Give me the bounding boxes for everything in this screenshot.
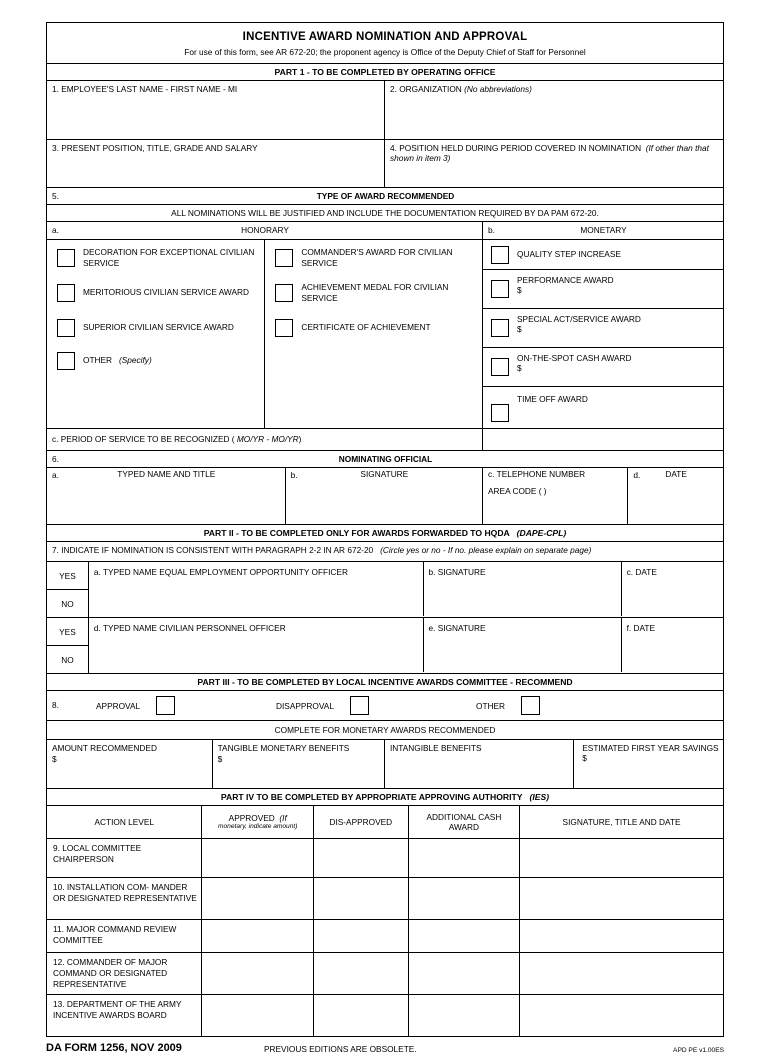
col-signature-title-date [520, 806, 723, 838]
label-item5: TYPE OF AWARD RECOMMENDED [316, 191, 455, 201]
label-col-a: a. [52, 225, 59, 235]
field-amount-recommended[interactable] [47, 740, 213, 788]
label-2e: e. SIGNATURE [428, 623, 486, 633]
row-label: 10. INSTALLATION COM- MANDER OR DESIGNATED REPRESENTATIVE [53, 882, 197, 903]
label-6b-text: SIGNATURE [360, 469, 409, 479]
approval-label: APPROVAL [96, 700, 141, 711]
label-estimated-savings: ESTIMATED FIRST YEAR SAVINGS $ [582, 743, 719, 764]
part4-bar [47, 788, 723, 806]
col-additional-cash-award [409, 806, 521, 838]
option-label: ON-THE-SPOT CASH AWARD [517, 353, 632, 363]
label-intangible: INTANGIBLE BENEFITS [389, 743, 482, 753]
row-label: 9. LOCAL COMMITTEE CHAIRPERSON [53, 843, 142, 864]
row-label-installation-commander [47, 878, 202, 919]
option-other-specify[interactable] [47, 345, 264, 376]
row-label: 11. MAJOR COMMAND REVIEW COMMITTEE [53, 924, 177, 945]
row-monetary-header [47, 721, 723, 740]
label-item7-container [47, 542, 723, 561]
label-6a: a. [52, 470, 59, 480]
field-cpo-typed-name[interactable] [89, 618, 424, 672]
option-label: OTHER [83, 355, 113, 366]
row-justify-note [47, 204, 723, 221]
option-label: DECORATION FOR EXCEPTIONAL CIVILIAN SERVICE [83, 247, 255, 268]
row-label-major-command-review [47, 920, 202, 952]
table-row [47, 839, 723, 878]
label-honorary: HONORARY [241, 225, 289, 235]
field-nominating-name[interactable] [47, 482, 286, 524]
part2-bar-note: (DAPE-CPL) [516, 528, 567, 538]
row-item3-item4 [47, 139, 723, 187]
col-label: ADDITIONAL CASH AWARD [426, 811, 502, 832]
option-performance-award[interactable] [483, 270, 723, 309]
option-superior-civilian[interactable] [47, 310, 264, 345]
checkbox-icon[interactable] [521, 696, 540, 715]
row-award-col-headers [47, 221, 723, 239]
label-item-c-note: MO/YR - MO/YR [236, 434, 299, 444]
label-item7-note: (Circle yes or no - If no. please explain on separate page) [380, 545, 592, 555]
option-label: CERTIFICATE OF ACHIEVEMENT [301, 322, 431, 333]
option-time-off-award[interactable] [483, 387, 723, 428]
option-certificate-achievement[interactable] [265, 310, 482, 345]
part3-bar: PART III - TO BE COMPLETED BY LOCAL INCENTIVE AWARDS COMMITTEE - RECOMMEND [47, 673, 723, 691]
field-telephone[interactable] [483, 482, 628, 524]
field-organization[interactable] [385, 81, 723, 139]
row-cpo-officer [47, 617, 723, 673]
checkbox-icon[interactable] [491, 246, 509, 264]
field-award-type-header [47, 188, 723, 204]
part1-bar: PART 1 - TO BE COMPLETED BY OPERATING OFFICE [47, 63, 723, 81]
option-commanders-award[interactable] [265, 240, 482, 275]
label-item1: 1. EMPLOYEE'S LAST NAME - FIRST NAME - MI [52, 84, 238, 94]
checkbox-icon[interactable] [57, 319, 75, 337]
label-item-c-close: ) [298, 434, 302, 444]
monetary-col [483, 240, 723, 428]
header-signature [286, 468, 483, 482]
part2-bar [47, 524, 723, 542]
cell-signature[interactable] [520, 839, 723, 877]
label-monetary: MONETARY [580, 225, 627, 235]
cell-additional-cash[interactable] [409, 839, 521, 877]
row-item-c [47, 428, 723, 450]
header-telephone [483, 468, 628, 482]
cell-additional-cash[interactable] [409, 995, 521, 1036]
option-label: MERITORIOUS CIVILIAN SERVICE AWARD [83, 287, 249, 298]
amount-dollar: $ [52, 754, 57, 765]
da-form-1256 [46, 22, 724, 1037]
honorary-right-spacer [265, 345, 482, 372]
field-present-position[interactable] [47, 140, 385, 187]
option-quality-step-increase[interactable] [483, 240, 723, 270]
no-label: NO [61, 598, 74, 609]
row-label: 12. COMMANDER OF MAJOR COMMAND OR DESIGNATED REPRESENTATIVE [53, 957, 168, 989]
field-nominating-signature[interactable] [286, 482, 483, 524]
cell-approved[interactable] [202, 953, 314, 994]
option-label: PERFORMANCE AWARD [517, 275, 614, 285]
col-note: (If [279, 813, 287, 823]
nominating-official-header [47, 451, 723, 467]
col-note2: monetary, indicate amount) [218, 823, 298, 831]
checkbox-icon[interactable] [491, 358, 509, 376]
option-achievement-medal[interactable] [265, 275, 482, 310]
yes-option-cpo[interactable] [47, 618, 88, 646]
cell-approved[interactable] [202, 878, 314, 919]
tangible-dollar: $ [217, 754, 223, 765]
cell-additional-cash[interactable] [409, 878, 521, 919]
table-row [47, 995, 723, 1036]
form-subtitle: For use of this form, see AR 672-20; the proponent agency is Office of the Deputy Chief of Staff for Personnel [184, 47, 586, 57]
honorary-header [47, 222, 483, 239]
col-action-level [47, 806, 202, 838]
label-item2-note: (No abbreviations) [464, 84, 532, 94]
label-item6: NOMINATING OFFICIAL [338, 454, 433, 464]
label-6d: d. [633, 470, 641, 480]
honorary-right-col [265, 240, 483, 428]
checkbox-icon[interactable] [57, 284, 75, 302]
row-label-commander-major-command [47, 953, 202, 994]
col-label: APPROVED [228, 813, 275, 823]
label-6c-text: c. TELEPHONE NUMBER [488, 469, 586, 479]
label-2d: d. TYPED NAME CIVILIAN PERSONNEL OFFICER [93, 623, 286, 633]
cell-signature[interactable] [520, 995, 723, 1036]
row-label: 13. DEPARTMENT OF THE ARMY INCENTIVE AWARDS BOARD [53, 999, 182, 1020]
option-label: SUPERIOR CIVILIAN SERVICE AWARD [83, 322, 234, 333]
yes-label: YES [59, 626, 76, 637]
row-label-local-committee [47, 839, 202, 877]
label-item7: 7. INDICATE IF NOMINATION IS CONSISTENT WITH PARAGRAPH 2-2 IN AR 672-20 [52, 545, 374, 555]
label-amount-recommended: AMOUNT RECOMMENDED [52, 743, 157, 753]
label-2f: f. DATE [626, 623, 656, 633]
amount-field[interactable]: $ [517, 324, 522, 335]
field-eeo-date[interactable] [622, 562, 723, 616]
row-award-options [47, 239, 723, 428]
option-meritorious-civilian[interactable] [47, 275, 264, 310]
label-justify-note: ALL NOMINATIONS WILL BE JUSTIFIED AND INCLUDE THE DOCUMENTATION REQUIRED BY DA PAM 672-20. [171, 208, 599, 218]
option-label: QUALITY STEP INCREASE [517, 249, 621, 260]
label-col-b: b. [488, 225, 495, 235]
cell-disapproved[interactable] [314, 839, 409, 877]
checkbox-icon[interactable] [275, 249, 293, 267]
row-monetary-fields [47, 740, 723, 788]
checkbox-icon[interactable] [57, 249, 75, 267]
part4-table-header [47, 806, 723, 839]
cell-additional-cash[interactable] [409, 920, 521, 952]
label-item3: 3. PRESENT POSITION, TITLE, GRADE AND SALARY [52, 143, 258, 153]
form-footer [46, 1042, 724, 1054]
no-option-cpo[interactable] [47, 646, 88, 673]
table-row [47, 953, 723, 995]
field-employee-name[interactable] [47, 81, 385, 139]
label-item6-num: 6. [52, 454, 59, 464]
honorary-left-col [47, 240, 265, 428]
label-2b: b. SIGNATURE [428, 567, 486, 577]
cell-disapproved[interactable] [314, 920, 409, 952]
row-label-da-incentive-awards-board [47, 995, 202, 1036]
checkbox-icon[interactable] [491, 280, 509, 298]
label-6b: b. [290, 470, 298, 480]
row-item6-subheaders [47, 467, 723, 482]
option-label: COMMANDER'S AWARD FOR CIVILIAN SERVICE [301, 247, 453, 268]
table-row [47, 920, 723, 953]
yes-option-eeo[interactable] [47, 562, 88, 590]
cell-signature[interactable] [520, 920, 723, 952]
cell-approved[interactable] [202, 920, 314, 952]
cell-disapproved[interactable] [314, 878, 409, 919]
other-label: OTHER [476, 700, 506, 711]
form-header [47, 23, 723, 63]
checkbox-icon[interactable] [491, 319, 509, 337]
col-approved [202, 806, 314, 838]
field-tangible-benefits[interactable] [213, 740, 385, 788]
label-2c: c. DATE [626, 567, 657, 577]
label-area-code: AREA CODE ( ) [488, 486, 547, 496]
no-label: NO [61, 654, 74, 665]
header-typed-name-title [47, 468, 286, 482]
checkbox-icon[interactable] [275, 319, 293, 337]
item-c-right-spacer [483, 429, 723, 450]
part2-bar-text: PART II - TO BE COMPLETED ONLY FOR AWARDS FORWARDED TO HQDA [203, 528, 510, 538]
obsolete-note: PREVIOUS EDITIONS ARE OBSOLETE. [264, 1044, 417, 1054]
yesno-cpo[interactable] [47, 618, 89, 673]
part4-bar-text: PART IV TO BE COMPLETED BY APPROPRIATE APPROVING AUTHORITY [220, 792, 523, 802]
table-row [47, 878, 723, 920]
cell-approved[interactable] [202, 995, 314, 1036]
label-item4: 4. POSITION HELD DURING PERIOD COVERED IN NOMINATION [390, 143, 642, 153]
checkbox-icon[interactable] [275, 284, 293, 302]
field-position-held[interactable] [385, 140, 723, 187]
checkbox-icon[interactable] [491, 404, 509, 422]
cell-disapproved[interactable] [314, 995, 409, 1036]
label-tangible: TANGIBLE MONETARY BENEFITS [217, 743, 350, 753]
field-cpo-signature[interactable] [424, 618, 622, 672]
cell-approved[interactable] [202, 839, 314, 877]
label-6d-text: DATE [665, 469, 687, 479]
checkbox-icon[interactable] [156, 696, 175, 715]
label-2a: a. TYPED NAME EQUAL EMPLOYMENT OPPORTUNITY OFFICER [93, 567, 348, 577]
option-label: TIME OFF AWARD [517, 394, 588, 404]
header-date [628, 468, 723, 482]
label-item5-num: 5. [52, 191, 59, 201]
disapproval-label: DISAPPROVAL [276, 700, 334, 711]
option-special-act-service-award[interactable] [483, 309, 723, 348]
label-6a-text: TYPED NAME AND TITLE [117, 469, 216, 479]
label-monetary-awards-header: COMPLETE FOR MONETARY AWARDS RECOMMENDED [274, 725, 496, 735]
page-title: INCENTIVE AWARD NOMINATION AND APPROVAL [242, 31, 528, 43]
option-other[interactable] [476, 696, 540, 715]
row-item7 [47, 542, 723, 562]
col-label: DIS-APPROVED [329, 816, 393, 827]
row-item5 [47, 187, 723, 204]
option-label: ACHIEVEMENT MEDAL FOR CIVILIAN SERVICE [301, 282, 449, 303]
form-id: DA FORM 1256, NOV 2009 [46, 1042, 182, 1054]
option-note: (Specify) [118, 355, 152, 366]
option-label: SPECIAL ACT/SERVICE AWARD [517, 314, 641, 324]
row-item6 [47, 450, 723, 467]
field-intangible-benefits[interactable] [385, 740, 574, 788]
yes-label: YES [59, 570, 76, 581]
field-eeo-typed-name[interactable] [89, 562, 424, 616]
row-item6-fields [47, 482, 723, 524]
field-period-of-service[interactable] [47, 429, 483, 450]
field-nominating-date[interactable] [628, 482, 723, 524]
checkbox-icon[interactable] [57, 352, 75, 370]
col-disapproved [314, 806, 409, 838]
label-item2: 2. ORGANIZATION [390, 84, 462, 94]
cell-disapproved[interactable] [314, 953, 409, 994]
yesno-eeo[interactable] [47, 562, 89, 617]
amount-field[interactable]: $ [517, 363, 522, 374]
label-item4-note: (If other than that shown in item 3) [390, 143, 709, 164]
col-label: ACTION LEVEL [94, 816, 154, 827]
field-cpo-date[interactable] [622, 618, 723, 672]
option-decoration-exceptional[interactable] [47, 240, 264, 275]
part4-bar-note: (IES) [529, 792, 550, 802]
option-disapproval[interactable] [276, 696, 476, 715]
approval-options [47, 691, 723, 720]
no-option-eeo[interactable] [47, 590, 88, 617]
monetary-header [483, 222, 723, 239]
row-item8 [47, 691, 723, 721]
version-label: APD PE v1.00ES [673, 1047, 724, 1054]
field-eeo-signature[interactable] [424, 562, 622, 616]
col-label: SIGNATURE, TITLE AND DATE [562, 816, 681, 827]
cell-signature[interactable] [520, 878, 723, 919]
label-item8: 8. [52, 700, 59, 711]
checkbox-icon[interactable] [350, 696, 369, 715]
option-on-the-spot-cash-award[interactable] [483, 348, 723, 387]
option-approval[interactable] [96, 696, 276, 715]
row-item1-item2 [47, 81, 723, 139]
label-item-c: c. PERIOD OF SERVICE TO BE RECOGNIZED ( [52, 434, 235, 444]
row-eeo-officer [47, 562, 723, 617]
amount-field[interactable]: $ [517, 285, 522, 296]
cell-signature[interactable] [520, 953, 723, 994]
field-estimated-savings[interactable] [574, 740, 723, 788]
cell-additional-cash[interactable] [409, 953, 521, 994]
